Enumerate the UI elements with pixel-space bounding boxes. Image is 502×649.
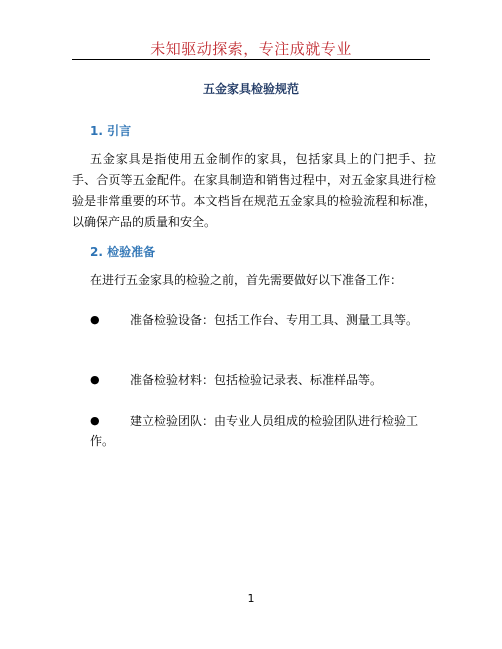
list-item-text: 准备检验材料：包括检验记录表、标准样品等。 <box>130 373 383 387</box>
page-number: 1 <box>247 592 255 605</box>
bullet-icon: ● <box>90 313 100 326</box>
document-title: 五金家具检验规范 <box>202 82 299 96</box>
header-slogan: 未知驱动探索，专注成就专业 <box>150 40 352 58</box>
bullet-icon: ● <box>90 414 100 427</box>
section-heading-preparation: 2. 检验准备 <box>90 245 156 259</box>
list-item-text: 建立检验团队：由专业人员组成的检验团队进行检验工作。 <box>90 414 419 448</box>
section-heading-introduction: 1. 引言 <box>90 124 132 138</box>
list-item <box>90 411 430 451</box>
list-item <box>90 310 430 330</box>
section-paragraph-introduction: 五金家具是指使用五金制作的家具，包括家具上的门把手、拉手、合页等五金配件。在家具制造和销售过程中，对五金家具进行检验是非常重要的环节。本文档旨在规范五金家具的检验流程和标准，以确保产品的质量和安全。 <box>72 152 436 229</box>
header-divider <box>72 59 430 60</box>
section-paragraph-preparation: 在进行五金家具的检验之前，首先需要做好以下准备工作： <box>90 273 403 287</box>
bullet-icon: ● <box>90 373 100 386</box>
list-item <box>90 370 430 390</box>
list-item-text: 准备检验设备：包括工作台、专用工具、测量工具等。 <box>130 313 419 327</box>
